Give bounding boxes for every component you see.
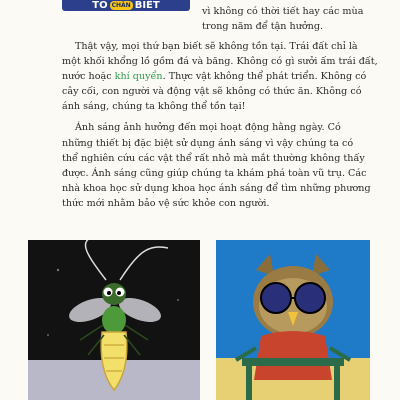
paragraph-line: Ánh sáng ảnh hưởng đến mọi hoạt động hằng ngày. Có: [75, 122, 341, 133]
text-run: nước hoặc: [62, 71, 115, 82]
paragraph-line: thể nghiên cứu các vật thể rất nhỏ mà mắt thường không thấy: [62, 153, 365, 164]
paragraph-line: Thật vậy, mọi thứ bạn biết sẽ không tồn tại. Trái đất chỉ là: [75, 41, 358, 52]
paragraph-line: một khối khổng lồ gồm đá và băng. Không có gì sưởi ấm trái đất,: [62, 56, 378, 67]
owl-sunglasses-illustration: [216, 240, 370, 400]
logo-text-chan: CHÂN: [111, 2, 131, 9]
glossary-term-link[interactable]: khí quyển: [114, 71, 163, 82]
paragraph-line: ánh sáng, chúng ta không thể tồn tại!: [62, 101, 246, 112]
paragraph-line: cây cối, con người và động vật sẽ không có thức ăn. Không có: [62, 86, 362, 97]
text-run: . Thực vật không thể phát triển. Không có: [162, 71, 367, 82]
intro-line: trong năm để tận hưởng.: [202, 21, 324, 32]
intro-line: vì không có thời tiết hay các mùa: [202, 6, 364, 17]
logo-text-left: TÒ: [92, 0, 108, 11]
series-logo: [62, 0, 190, 11]
owl-icon: [216, 240, 370, 400]
paragraph-line: được. Ánh sáng cũng giúp chúng ta khám phá toàn vũ trụ. Các: [62, 168, 367, 179]
firefly-illustration: [28, 240, 200, 400]
paragraph-line: nhà khoa học sử dụng khoa học ánh sáng để tìm những phương: [62, 183, 371, 194]
paragraph-line: thức mới nhằm bảo vệ sức khỏe con người.: [62, 198, 270, 209]
firefly-icon: [28, 240, 200, 400]
logo-text-right: BIẾT: [134, 0, 160, 11]
paragraph-line: [62, 71, 366, 83]
paragraph-line: những thiết bị đặc biệt sử dụng ánh sáng vì vậy chúng ta có: [62, 138, 354, 149]
